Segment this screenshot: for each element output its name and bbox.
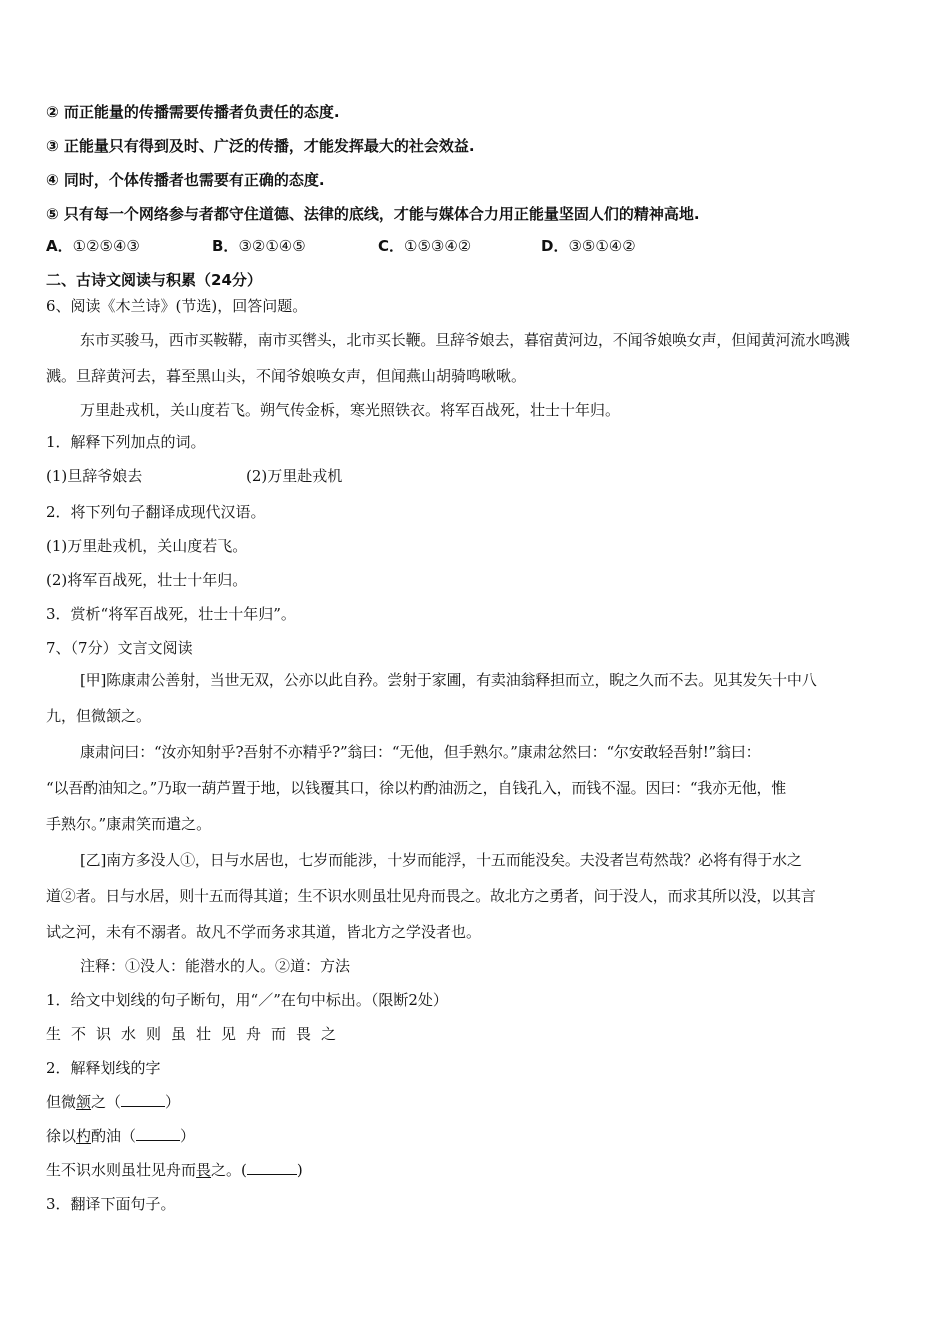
q7-note: 注释：①没人：能潜水的人。②道：方法: [80, 957, 351, 975]
q7-sub1-sentence: 生不识水则虽壮见舟而畏之: [46, 1025, 347, 1043]
q6-sub1-a: (1)旦辞爷娘去: [46, 467, 143, 485]
q6-sub1: 1．解释下列加点的词。: [46, 433, 206, 451]
q7-yi-line-1: [乙]南方多没人①，日与水居也，七岁而能涉，十岁而能浮，十五而能没矣。夫没者岂苟然哉？必将有得于水之: [80, 851, 802, 869]
answer-blank[interactable]: [247, 1160, 297, 1175]
q6-sub3: 3．赏析“将军百战死，壮士十年归”。: [46, 605, 296, 623]
q5-option-c[interactable]: C．①⑤③④②: [378, 237, 472, 255]
q5-item-4: ④ 同时，个体传播者也需要有正确的态度.: [46, 171, 325, 189]
q7-jia-line-3: 康肃问曰：“汝亦知射乎?吾射不亦精乎?”翁曰：“无他，但手熟尔。”康肃忿然曰：“尔安敢轻吾射!”翁曰：: [80, 743, 761, 761]
q5-option-b[interactable]: B．③②①④⑤: [212, 237, 306, 255]
q5-item-3: ③ 正能量只有得到及时、广泛的传播，才能发挥最大的社会效益.: [46, 137, 475, 155]
q6-sub2-a: (1)万里赴戎机，关山度若飞。: [46, 537, 248, 555]
q7-sub1: 1．给文中划线的句子断句，用“／”在句中标出。（限断2处）: [46, 991, 448, 1009]
q7-sub2-c: 生不识水则虽壮见舟而畏之。( ): [46, 1161, 303, 1179]
q6-sub2: 2．将下列句子翻译成现代汉语。: [46, 503, 266, 521]
q7-sub3: 3．翻译下面句子。: [46, 1195, 176, 1213]
underlined-word: 杓: [76, 1127, 92, 1145]
q7-title: 7、（7分）文言文阅读: [46, 639, 193, 657]
q7-sub2-b: 徐以杓酌油（ ）: [46, 1127, 196, 1145]
q5-item-2: ② 而正能量的传播需要传播者负责任的态度.: [46, 103, 340, 121]
q7-yi-line-2: 道②者。日与水居，则十五而得其道；生不识水则虽壮见舟而畏之。故北方之勇者，问于没人，而求其所以没，以其言: [46, 887, 816, 905]
section-heading: 二、古诗文阅读与积累（24分）: [46, 271, 262, 289]
q6-sub1-b: (2)万里赴戎机: [246, 467, 343, 485]
q5-option-a[interactable]: A．①②⑤④③: [46, 237, 140, 255]
answer-blank[interactable]: [136, 1126, 180, 1141]
q6-poem-line-3: 万里赴戎机，关山度若飞。朔气传金柝，寒光照铁衣。将军百战死，壮士十年归。: [80, 401, 621, 419]
q7-yi-line-3: 试之河，未有不溺者。故凡不学而务求其道，皆北方之学没者也。: [46, 923, 482, 941]
q7-jia-line-1: [甲]陈康肃公善射，当世无双，公亦以此自矜。尝射于家圃，有卖油翁释担而立，睨之久而不去。见其发矢十中八: [80, 671, 817, 689]
q6-title: 6、阅读《木兰诗》(节选)，回答问题。: [46, 297, 308, 315]
q7-jia-line-5: 手熟尔。”康肃笑而遣之。: [46, 815, 212, 833]
underlined-word: 颔: [76, 1093, 92, 1111]
q7-jia-line-2: 九，但微颔之。: [46, 707, 152, 725]
q6-poem-line-2: 溅。旦辞黄河去，暮至黑山头，不闻爷娘唤女声，但闻燕山胡骑鸣啾啾。: [46, 367, 527, 385]
q6-poem-line-1: 东市买骏马，西市买鞍鞯，南市买辔头，北市买长鞭。旦辞爷娘去，暮宿黄河边，不闻爷娘唤女声，但闻黄河流水鸣溅: [80, 331, 850, 349]
q5-item-5: ⑤ 只有每一个网络参与者都守住道德、法律的底线，才能与媒体合力用正能量坚固人们的精神高地.: [46, 205, 700, 223]
q6-sub2-b: (2)将军百战死，壮士十年归。: [46, 571, 248, 589]
answer-blank[interactable]: [121, 1092, 165, 1107]
q7-sub2: 2．解释划线的字: [46, 1059, 161, 1077]
underlined-word: 畏: [196, 1161, 212, 1179]
q7-sub2-a: 但微颔之（ ）: [46, 1093, 181, 1111]
q7-jia-line-4: “以吾酌油知之。”乃取一葫芦置于地，以钱覆其口，徐以杓酌油沥之，自钱孔入，而钱不湿。因曰：“我亦无他，惟: [46, 779, 787, 797]
q5-option-d[interactable]: D．③⑤①④②: [541, 237, 636, 255]
